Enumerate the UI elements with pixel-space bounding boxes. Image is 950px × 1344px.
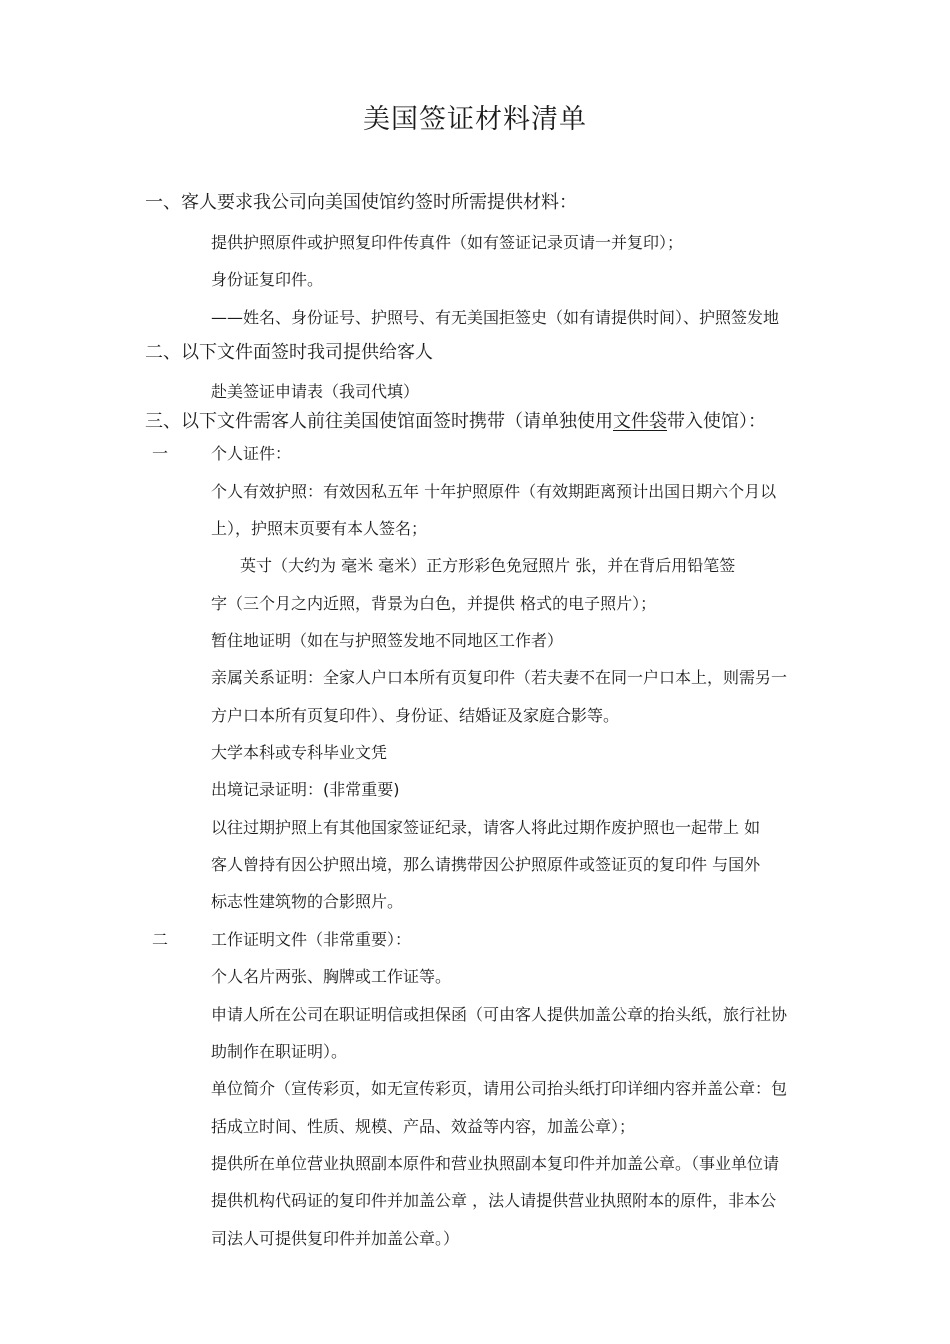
section-2-item-application-form: 赴美签证申请表（我司代填） [211, 382, 420, 401]
section-1-item-personal-info: ——姓名、身份证号、护照号、有无美国拒签史（如有请提供时间）、护照签发地 [211, 308, 780, 327]
document-title: 美国签证材料清单 [363, 104, 587, 135]
part-1-line: 上），护照末页要有本人签名； [211, 519, 428, 538]
part-2-number: 二 [152, 930, 169, 949]
section-3-heading-underlined-text: 文件袋 [613, 411, 667, 432]
part-2-title: 工作证明文件（非常重要）： [211, 930, 412, 949]
part-1-line: 出境记录证明：(非常重要) [211, 780, 400, 799]
section-3-heading-text-before: 三、以下文件需客人前往美国使馆面签时携带（请单独使用 [145, 411, 613, 432]
section-2-heading: 二、以下文件面签时我司提供给客人 [145, 342, 433, 363]
part-2-line: 个人名片两张、胸牌或工作证等。 [211, 967, 452, 986]
part-1-line: 个人有效护照：有效因私五年 十年护照原件（有效期距离预计出国日期六个月以 [211, 482, 777, 501]
part-2-line: 提供所在单位营业执照副本原件和营业执照副本复印件并加盖公章。（事业单位请 [211, 1154, 780, 1173]
part-1-number: 一 [152, 444, 169, 463]
section-1-item-passport: 提供护照原件或护照复印件传真件（如有签证记录页请一并复印）； [211, 233, 684, 252]
part-1-line: 大学本科或专科毕业文凭 [211, 743, 388, 762]
part-1-line: 标志性建筑物的合影照片。 [211, 892, 404, 911]
part-2-line: 提供机构代码证的复印件并加盖公章 ，法人请提供营业执照附本的原件，非本公 [211, 1191, 777, 1210]
part-1-line: 亲属关系证明：全家人户口本所有页复印件（若夫妻不在同一户口本上，则需另一 [211, 668, 788, 687]
part-2-line: 申请人所在公司在职证明信或担保函（可由客人提供加盖公章的抬头纸，旅行社协 [211, 1005, 788, 1024]
section-3-heading [145, 410, 766, 434]
part-2-line: 括成立时间、性质、规模、产品、效益等内容，加盖公章）； [211, 1117, 636, 1136]
part-2-line: 单位简介（宣传彩页，如无宣传彩页，请用公司抬头纸打印详细内容并盖公章：包 [211, 1079, 788, 1098]
section-3-heading-text-after: 带入使馆）： [667, 411, 766, 432]
section-1-item-id-card: 身份证复印件。 [211, 270, 324, 289]
part-1-line: 字（三个月之内近照，背景为白色，并提供 格式的电子照片）； [211, 594, 657, 613]
part-2-line: 司法人可提供复印件并加盖公章。） [211, 1229, 460, 1248]
part-1-line: 英寸（大约为 毫米 毫米）正方形彩色免冠照片 张，并在背后用铅笔签 [240, 556, 736, 575]
part-1-title: 个人证件： [211, 444, 292, 463]
part-2-line: 助制作在职证明）。 [211, 1042, 348, 1061]
section-1-heading: 一、客人要求我公司向美国使馆约签时所需提供材料： [145, 192, 577, 213]
part-1-line: 以往过期护照上有其他国家签证纪录，请客人将此过期作废护照也一起带上 如 [211, 818, 761, 837]
part-1-line: 客人曾持有因公护照出境，那么请携带因公护照原件或签证页的复印件 与国外 [211, 855, 761, 874]
part-1-line: 方户口本所有页复印件）、身份证、结婚证及家庭合影等。 [211, 706, 620, 725]
part-1-line: 暂住地证明（如在与护照签发地不同地区工作者） [211, 631, 564, 650]
